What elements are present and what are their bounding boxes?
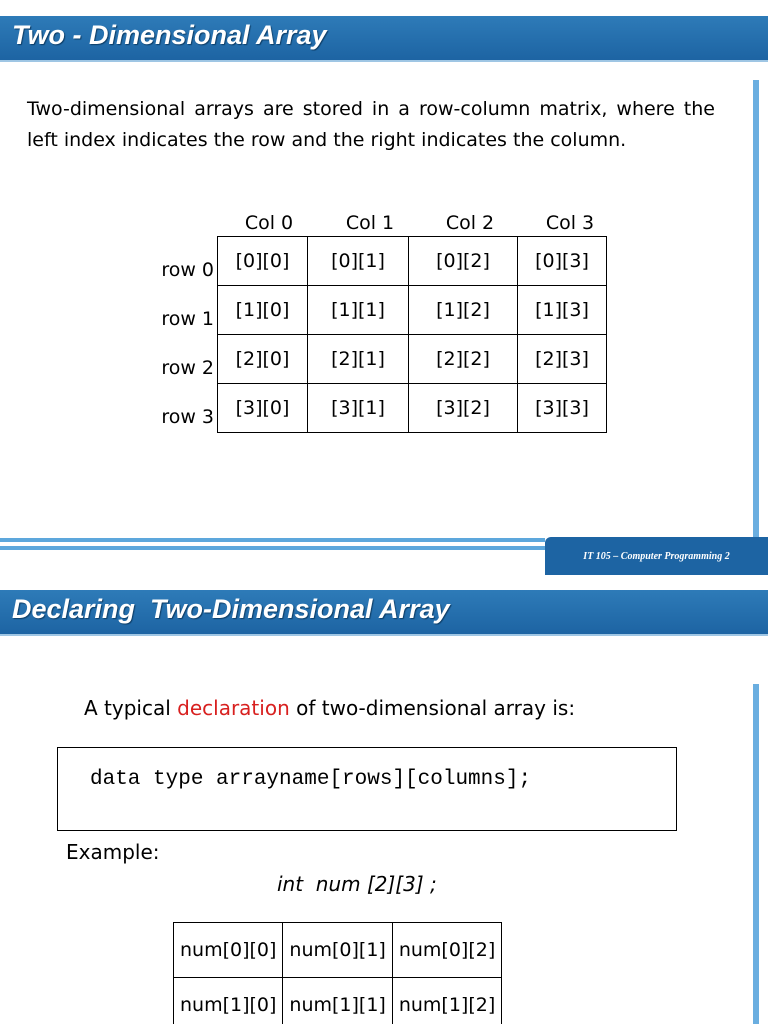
table-cell: num[1][2] [392,978,501,1024]
footer-line [0,546,545,550]
table-row [218,286,607,335]
table-row [218,237,607,286]
table-cell: [2][3] [518,335,607,384]
right-rail [753,80,759,538]
col-header: Col 3 [545,212,595,234]
num-array-table [173,922,502,1024]
table-cell: num[0][0] [174,923,283,978]
footer-tab [545,537,768,575]
slide-declaring-array [0,576,768,1024]
syntax-code: data type arrayname[rows][columns]; [90,768,532,791]
right-rail [753,684,759,1024]
row-label: row 1 [161,308,214,330]
table-cell: [3][3] [518,384,607,433]
table-cell: [2][0] [218,335,308,384]
description-paragraph: Two-dimensional arrays are stored in a row-column matrix, where the left index indicates the row and the right indicates the column. [27,98,715,151]
intro-text: A typical [84,696,178,720]
table-cell: [3][1] [308,384,409,433]
table-cell: num[0][2] [392,923,501,978]
footer-course-name: IT 105 – Computer Programming 2 [583,551,730,562]
slide-title: Declaring Two-Dimensional Array [12,594,450,624]
table-row [174,978,502,1024]
table-cell: [0][2] [409,237,518,286]
table-cell: num[1][0] [174,978,283,1024]
table-cell: num[1][1] [283,978,392,1024]
col-header: Col 1 [345,212,395,234]
table-cell: num[0][1] [283,923,392,978]
table-cell: [1][0] [218,286,308,335]
table-cell: [0][1] [308,237,409,286]
table-cell: [1][2] [409,286,518,335]
example-code: int num [2][3] ; [277,872,437,896]
right-rail-highlight [749,684,752,1024]
row-label: row 3 [161,406,214,428]
title-bar [0,590,768,636]
declaration-highlight: declaration [177,696,290,720]
declaration-intro [84,696,575,720]
table-cell: [2][2] [409,335,518,384]
right-rail-highlight [749,80,752,538]
table-cell: [1][1] [308,286,409,335]
row-label: row 0 [161,259,214,281]
table-cell: [1][3] [518,286,607,335]
table-cell: [2][1] [308,335,409,384]
row-label: row 2 [161,357,214,379]
table-cell: [3][2] [409,384,518,433]
example-label: Example: [66,840,160,864]
table-cell: [0][0] [218,237,308,286]
table-row [174,923,502,978]
table-row [218,335,607,384]
index-matrix-table [217,236,607,433]
col-header: Col 0 [244,212,294,234]
intro-text: of two-dimensional array is: [289,696,576,720]
col-header: Col 2 [445,212,495,234]
title-bar [0,16,768,62]
footer-line [0,538,545,542]
table-row [218,384,607,433]
slide-title: Two - Dimensional Array [12,20,327,50]
table-cell: [3][0] [218,384,308,433]
table-cell: [0][3] [518,237,607,286]
syntax-box [57,747,677,831]
